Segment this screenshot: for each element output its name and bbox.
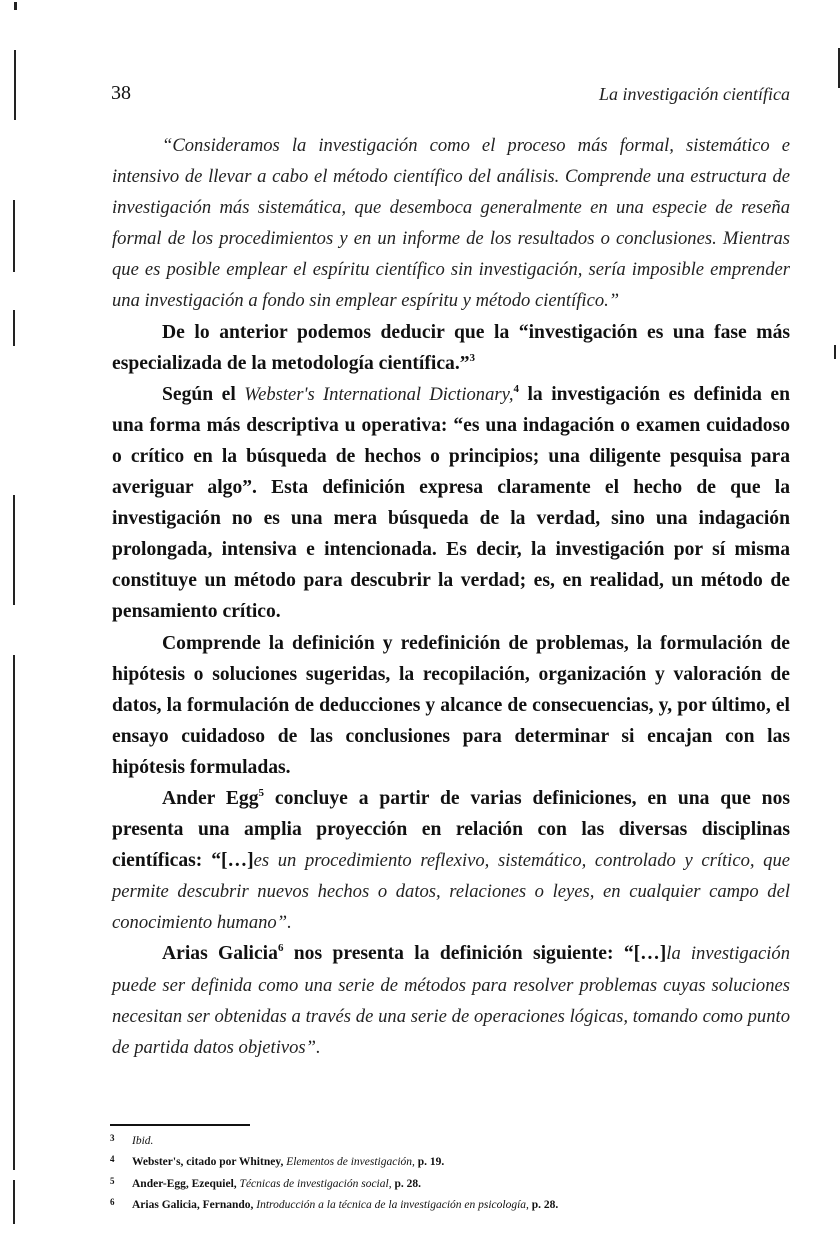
footnote-title: Técnicas de investigación social,: [239, 1177, 392, 1190]
footnote-author: Webster's, citado por Whitney,: [132, 1156, 287, 1169]
quoted-definition: la investigación puede ser definida como una serie de métodos para resolver problemas cuyas soluciones necesitan ser obtenidas a través de una serie de operaciones lógicas, tomando como punto de partida datos objetivos”.: [112, 943, 790, 1058]
paragraph-text: la investigación es definida en una forma más descriptiva u operativa: “es una indagación o examen cuidadoso o crítico en la búsqueda de hechos o principios; una diligente pesquisa para averiguar algo”. Esta definición expresa claramente el hecho de que la investigación no es una mera búsqueda de la verdad, sino una indagación prolongada, intensiva e intencionada. Es decir, la investigación por sí misma constituye un método para descubrir la verdad; es, en realidad, un método de pensamiento crítico.: [112, 383, 791, 623]
footnote-number: 4: [110, 1154, 115, 1165]
author-name: Arias Galicia: [162, 943, 278, 965]
scan-edge-right-2: [834, 345, 836, 359]
author-name: Ander Egg: [162, 787, 259, 809]
footnote-title: Ibid.: [132, 1135, 154, 1147]
body-text: [112, 130, 790, 1063]
footnote-ref[interactable]: 3: [469, 351, 476, 364]
scan-edge-left-2: [13, 200, 15, 272]
scan-edge-top-left: [14, 2, 17, 10]
footnote: [110, 1193, 710, 1214]
scan-edge-left-5: [13, 655, 15, 1170]
scan-edge-left-1: [14, 50, 16, 120]
paragraph-text: concluye a partir de varias definiciones, en una que nos presenta una amplia proyección en relación con las diversas disciplinas científicas: “[…]: [112, 787, 790, 872]
scan-edge-left-6: [13, 1180, 15, 1224]
footnote: [110, 1129, 710, 1150]
footnote-number: 6: [110, 1197, 115, 1208]
paragraph-text: Según el: [162, 383, 245, 405]
running-header: La investigación científica: [599, 84, 790, 104]
scan-edge-left-4: [13, 495, 15, 605]
paragraph-text: De lo anterior podemos deducir que la “investigación es una fase más especializada de la metodología científica.”: [112, 321, 790, 374]
footnotes: [110, 1129, 710, 1215]
footnote-title: Introducción a la técnica de la investigación en psicología,: [256, 1199, 529, 1212]
footnote: [110, 1172, 710, 1193]
cited-title: Webster's International Dictionary,: [244, 383, 514, 405]
paragraph-text: nos presenta la definición siguiente: “[…]: [283, 943, 667, 965]
footnote-ref[interactable]: 6: [277, 942, 284, 955]
footnote-number: 5: [110, 1175, 115, 1186]
footnote-ref[interactable]: 5: [258, 786, 265, 799]
footnote-divider: [110, 1124, 250, 1126]
paragraph-arias-galicia: [112, 938, 790, 1062]
footnote-ref[interactable]: 4: [513, 382, 519, 395]
footnote-page: p. 19.: [414, 1156, 445, 1169]
footnote-page: p. 28.: [391, 1177, 421, 1190]
quoted-definition: es un procedimiento reflexivo, sistemático, controlado y crítico, que permite descubrir nuevos hechos o datos, relaciones o leyes, en cualquier campo del conocimiento humano”.: [112, 850, 790, 934]
paragraph-deduction: [112, 317, 790, 379]
footnote-author: Arias Galicia, Fernando,: [132, 1199, 257, 1212]
page-number: 38: [111, 82, 131, 104]
footnote-author: Ander-Egg, Ezequiel,: [132, 1177, 240, 1190]
paragraph-quote: “Consideramos la investigación como el proceso más formal, sistemático e intensivo de llevar a cabo el método científico del análisis. Comprende una estructura de investigación más sistemática, que desemboca generalmente en una especie de reseña formal de los procedimientos y en un informe de los resultados o conclusiones. Mientras que es posible emplear el espíritu científico sin investigación, sería imposible emprender una investigación a fondo sin emplear espíritu y método científico.”: [112, 135, 790, 312]
paragraph-comprende: Comprende la definición y redefinición de problemas, la formulación de hipótesis o soluciones sugeridas, la recopilación, organización y valoración de datos, la formulación de deducciones y alcance de consecuencias, y, por último, el ensayo cuidadoso de las conclusiones para determinar si encajan con las hipótesis formuladas.: [112, 632, 790, 778]
footnote-number: 3: [110, 1133, 115, 1143]
footnote-title: Elementos de investigación,: [286, 1156, 415, 1169]
scan-edge-left-3: [13, 310, 15, 346]
footnote: [110, 1150, 710, 1171]
paragraph-webster: [112, 379, 790, 628]
paragraph-ander-egg: [112, 783, 790, 938]
footnote-page: p. 28.: [528, 1199, 559, 1212]
